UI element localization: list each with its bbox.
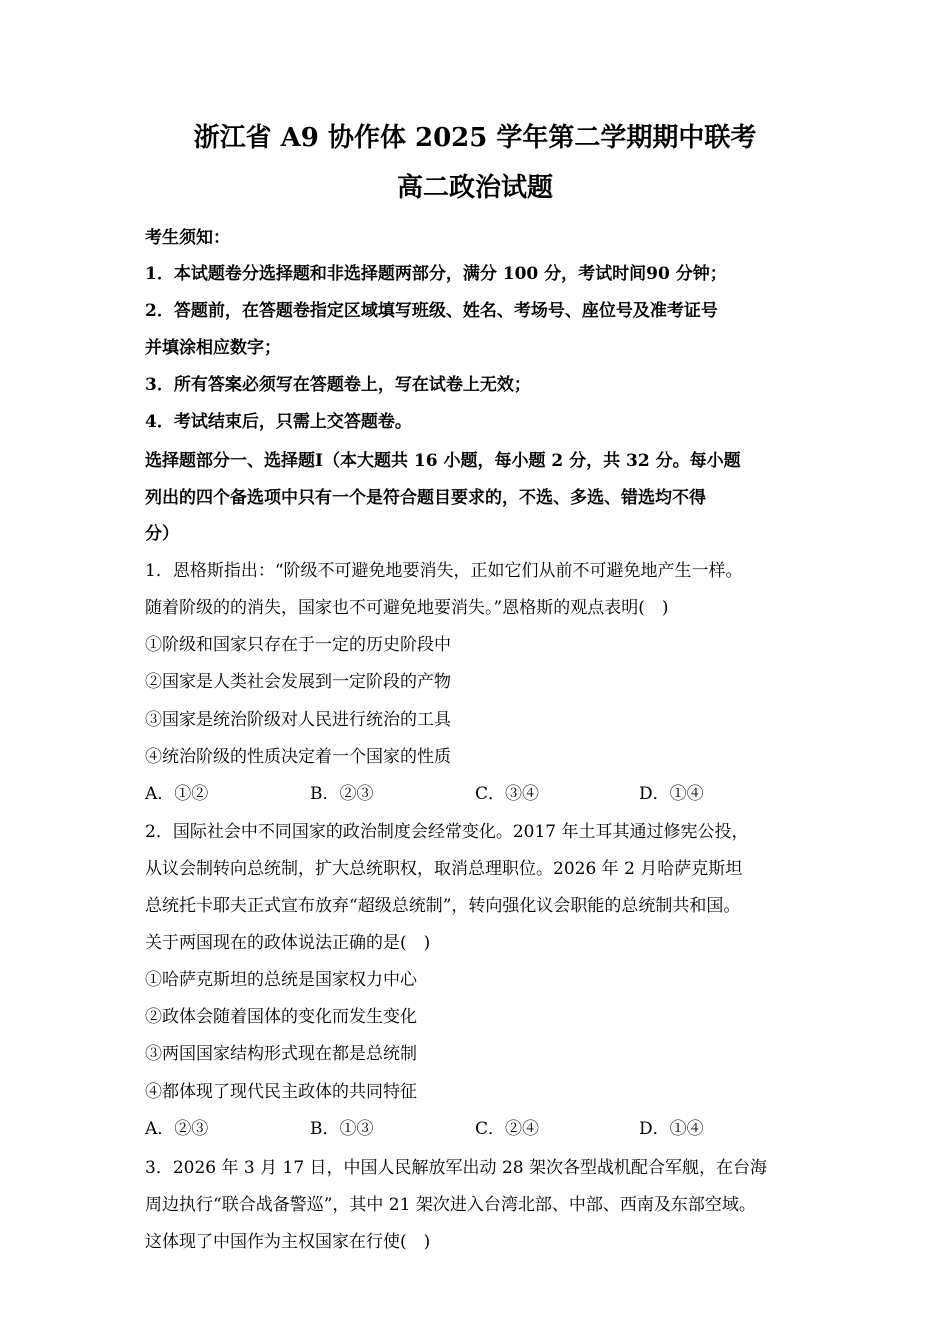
question-2-stem: 关于两国现在的政体说法正确的是( ) — [145, 933, 431, 953]
question-2-statement: ④都体现了现代民主政体的共同特征 — [145, 1082, 417, 1102]
question-1-statement: ②国家是人类社会发展到一定阶段的产物 — [145, 672, 451, 692]
question-2-stem: 从议会制转向总统制，扩大总统职权，取消总理职位。2026 年 2 月哈萨克斯坦 — [145, 859, 743, 879]
option-c[interactable]: C．②④ — [475, 1119, 540, 1139]
question-3-stem: 周边执行“联合战备警巡”，其中 21 架次进入台湾北部、中部、西南及东部空域。 — [145, 1195, 756, 1215]
question-1-stem: 1．恩格斯指出：“阶级不可避免地要消失，正如它们从前不可避免地产生一样。 — [145, 561, 743, 581]
question-3-stem: 3．2026 年 3 月 17 日，中国人民解放军出动 28 架次各型战机配合军舰，在台海 — [145, 1158, 767, 1178]
option-c[interactable]: C．③④ — [475, 784, 540, 804]
notice-item: 2．答题前，在答题卷指定区域填写班级、姓名、考场号、座位号及准考证号 — [145, 301, 718, 321]
option-d[interactable]: D．①④ — [639, 1119, 704, 1139]
section-heading-line: 分） — [145, 524, 179, 544]
option-b[interactable]: B．①③ — [310, 1119, 374, 1139]
option-a[interactable]: A．①② — [145, 784, 209, 804]
option-b[interactable]: B．②③ — [310, 784, 374, 804]
question-1-stem: 随着阶级的的消失，国家也不可避免地要消失。”恩格斯的观点表明( ) — [145, 598, 669, 618]
question-2-stem: 总统托卡耶夫正式宣布放弃“超级总统制”，转向强化议会职能的总统制共和国。 — [145, 896, 741, 916]
question-2-statement: ③两国国家结构形式现在都是总统制 — [145, 1044, 417, 1064]
question-3-stem: 这体现了中国作为主权国家在行使( ) — [145, 1232, 431, 1252]
question-2-statement: ①哈萨克斯坦的总统是国家权力中心 — [145, 970, 417, 990]
question-2-statement: ②政体会随着国体的变化而发生变化 — [145, 1007, 417, 1027]
notice-item: 1．本试题卷分选择题和非选择题两部分，满分 100 分，考试时间90 分钟； — [145, 264, 727, 284]
question-1-statement: ③国家是统治阶级对人民进行统治的工具 — [145, 710, 451, 730]
notice-item: 并填涂相应数字； — [145, 338, 281, 358]
section-heading-line: 列出的四个备选项中只有一个是符合题目要求的，不选、多选、错选均不得 — [145, 488, 706, 508]
notice-item: 4．考试结束后，只需上交答题卷。 — [145, 412, 412, 432]
exam-subtitle: 高二政治试题 — [396, 173, 553, 203]
question-2-stem: 2．国际社会中不同国家的政治制度会经常变化。2017 年土耳其通过修宪公投， — [145, 822, 749, 842]
notice-item: 3．所有答案必须写在答题卷上，写在试卷上无效； — [145, 375, 531, 395]
question-1-statement: ①阶级和国家只存在于一定的历史阶段中 — [145, 635, 451, 655]
notice-heading: 考生须知： — [145, 228, 230, 248]
section-heading: 选择题部分一、选择题Ⅰ（本大题共 16 小题，每小题 2 分，共 32 分。每小题 — [145, 451, 741, 471]
option-d[interactable]: D．①④ — [639, 784, 704, 804]
exam-title: 浙江省 A9 协作体 2025 学年第二学期期中联考 — [193, 123, 757, 153]
question-1-statement: ④统治阶级的性质决定着一个国家的性质 — [145, 747, 451, 767]
option-a[interactable]: A．②③ — [145, 1119, 209, 1139]
